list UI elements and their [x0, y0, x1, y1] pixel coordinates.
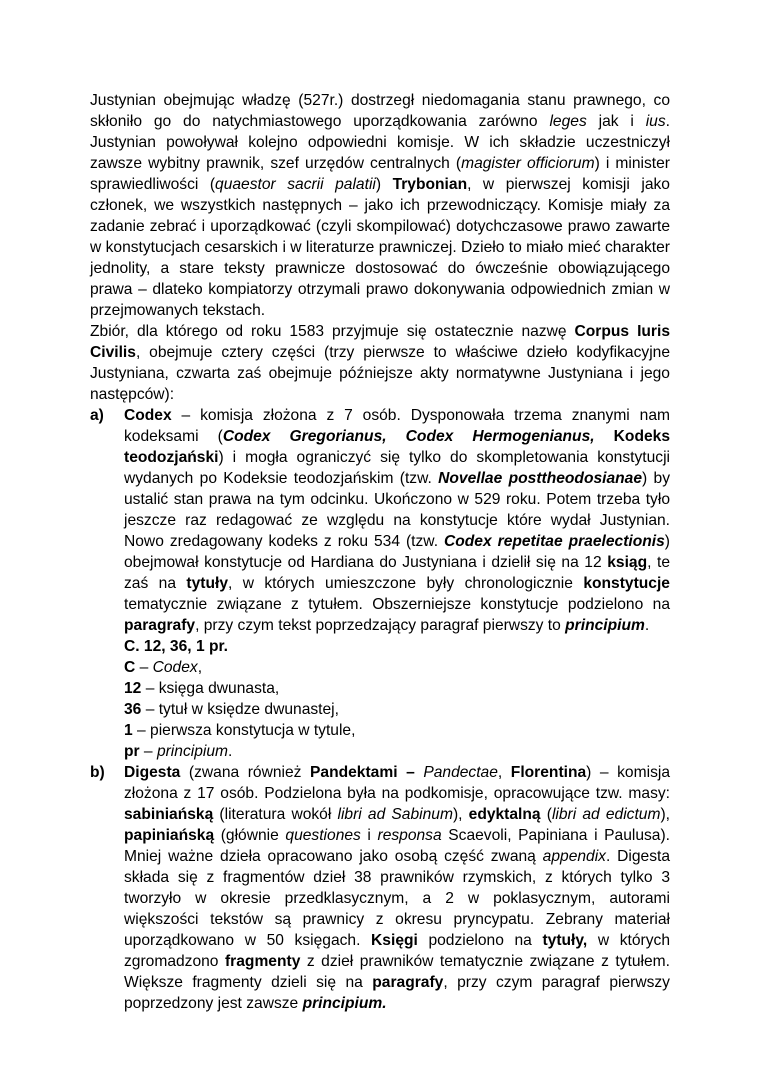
text-run: , przy czym tekst poprzedzający paragraf pierwszy to: [195, 617, 566, 634]
digesta-description: [124, 762, 670, 1014]
document-body: [90, 90, 670, 1014]
text-run: ) i mogła ograniczyć się tylko do skompletowania konstytucji wydanych po Kodeksie teodozjańskim (tzw.: [124, 449, 670, 487]
term-responsa: responsa: [377, 827, 442, 844]
legend-line: 12 – księga dwunasta,: [124, 680, 280, 697]
legend-line: 36 – tytuł w księdze dwunastej,: [124, 701, 339, 718]
term-sabinianska: sabiniańską: [124, 806, 214, 823]
text-run: ,: [497, 764, 511, 781]
text-run: (głównie: [214, 827, 286, 844]
term-ius: ius: [645, 113, 666, 130]
citation-example: [124, 636, 670, 762]
term-paragrafy: paragrafy: [124, 617, 196, 634]
text-run: ),: [452, 806, 469, 823]
text-run: w których zgromadzono: [124, 932, 670, 970]
term-papinianska: papiniańską: [124, 827, 215, 844]
citation-line: C. 12, 36, 1 pr.: [124, 638, 229, 655]
intro-paragraph-1: [90, 90, 670, 321]
text-run: , obejmuje cztery części (trzy pierwsze to właściwe dzieło kodyfikacyjne Justyniana, czwarta zaś obejmuje późniejsze akty normatywne Justyniana i jego następców):: [90, 344, 670, 403]
term-principium: principium: [565, 617, 645, 634]
text-run: – komisja złożona z 7 osób. Dysponowała trzema znanymi nam kodeksami (: [124, 407, 670, 445]
term-libri-ad-sabinum: libri ad Sabinum: [337, 806, 453, 823]
term-tytuly: tytuły: [186, 575, 228, 592]
term-codex-repetitae: Codex repetitae praelectionis: [444, 533, 665, 550]
term-tytuly: tytuły,: [542, 932, 588, 949]
term-libri-ad-edictum: libri ad edictum: [551, 806, 661, 823]
text-run: podzielono na: [417, 932, 543, 949]
legend-line: C – Codex,: [124, 659, 203, 676]
codex-description: [124, 405, 670, 636]
term-pandektami: Pandektami –: [310, 764, 415, 781]
term-ksiag: ksiąg: [607, 554, 648, 571]
text-run: (literatura wokół: [213, 806, 338, 823]
text-run: , te zaś na: [124, 554, 670, 592]
list-marker: a): [90, 407, 104, 424]
text-run: Scaevoli, Papiniana i Paulusa). Mniej ważne dzieła opracowano jako osobą część zwaną: [124, 827, 670, 865]
term-paragrafy: paragrafy: [372, 974, 444, 991]
term-corpus-iuris-civilis: Corpus Iuris Civilis: [90, 323, 670, 361]
text-run: ) – komisja złożona z 17 osób. Podzielona była na podkomisje, opracowujące tzw. masy:: [124, 764, 670, 802]
term-magister-officiorum: magister officiorum: [461, 155, 595, 172]
term-principium: principium.: [302, 995, 387, 1012]
section-title: Codex: [124, 407, 172, 424]
text-run: tematycznie związane z tytułem. Obszerniejsze konstytucje podzielono na: [124, 596, 670, 613]
text-run: . Justynian powoływał kolejno odpowiedni komisje. W ich składzie uczestniczył zawsze wybitny prawnik, szef urzędów centralnych (: [90, 113, 670, 172]
text-run: ) by ustalić stan prawa na tym odcinku. Ukończono w 529 roku. Potem trzeba tyło jeszcze raz redagować ze względu na konstytucje które wydał Justynian. Nowo zredagowany kodeks z roku 534 (tzw.: [124, 470, 671, 550]
text-run: i: [360, 827, 378, 844]
text-run: ) i minister sprawiedliwości (: [90, 155, 671, 193]
term-novellae: Novellae posttheodosianae: [438, 470, 643, 487]
text-run: z dzieł prawników tematycznie związane z tytułem. Większe fragmenty dzieli się na: [124, 953, 670, 991]
term-pandectae: Pandectae: [423, 764, 498, 781]
term-appendix: appendix: [542, 848, 606, 865]
legend-line: pr – principium.: [124, 743, 233, 760]
text-run: . Digesta składa się z fragmentów dzieł 38 prawników rzymskich, z których tylko 3 tworzyło w okresie przedklasycznym, a 2 w poklasycznym, autorami większości tekstów są prawnicy z okresu pryncypatu. Zebrany materiał uporządkowano w 50 księgach.: [124, 848, 670, 949]
section-codex: [90, 405, 670, 762]
term-edyktalna: edyktalną: [468, 806, 541, 823]
text-run: , przy czym paragraf pierwszy poprzedzony jest zawsze: [124, 974, 670, 1012]
term-fragmenty: fragmenty: [224, 953, 301, 970]
text-run: jak i: [586, 113, 646, 130]
parts-list: [90, 405, 670, 1014]
term-codex-gregorianus: Codex Gregorianus, Codex Hermogenianus,: [222, 428, 595, 445]
term-florentina: Florentina: [510, 764, 587, 781]
term-kodeks-teodozjanski: Kodeks teodozjański: [124, 428, 670, 466]
text-run: ): [375, 176, 393, 193]
intro-paragraph-2: [90, 321, 670, 405]
list-marker: b): [90, 764, 105, 781]
text-run: .: [644, 617, 650, 634]
term-ksiegi: Księgi: [371, 932, 418, 949]
legend-line: 1 – pierwsza konstytucja w tytule,: [124, 722, 356, 739]
term-konstytucje: konstytucje: [583, 575, 670, 592]
text-run: ) obejmował konstytucje od Hardiana do Justyniana i dzielił się na 12: [124, 533, 670, 571]
text-run: Justynian obejmując władzę (527r.) dostrzegł niedomagania stanu prawnego, co skłoniło go do natychmiastowego uporządkowania zarówno: [90, 92, 670, 130]
term-leges: leges: [549, 113, 587, 130]
term-quaestor: quaestor sacrii palatii: [215, 176, 376, 193]
section-title: Digesta: [124, 764, 181, 781]
term-questiones: questiones: [285, 827, 361, 844]
text-run: , w pierwszej komisji jako członek, we wszystkich następnych – jako ich przewodniczący. Komisje miały za zadanie zebrać i uporządkować (czyli skompilować) dotychczasowe prawo zawarte w konstytucjach cesarskich i w literaturze prawniczej. Dzieło to miało mieć charakter jednolity, a stare teksty prawnicze dostosować do ówcześnie obowiązującego prawa – dlateko kompiatorzy otrzymali prawo dokonywania odpowiednich zmian w przejmowanych tekstach.: [90, 176, 670, 319]
text-run: Zbiór, dla którego od roku 1583 przyjmuje się ostatecznie nazwę: [90, 323, 575, 340]
name-trybonian: Trybonian: [392, 176, 468, 193]
text-run: (zwana również: [180, 764, 310, 781]
text-run: , w których umieszczone były chronologicznie: [228, 575, 584, 592]
section-digesta: [90, 762, 670, 1014]
text-run: ),: [660, 806, 670, 823]
text-run: (: [540, 806, 552, 823]
